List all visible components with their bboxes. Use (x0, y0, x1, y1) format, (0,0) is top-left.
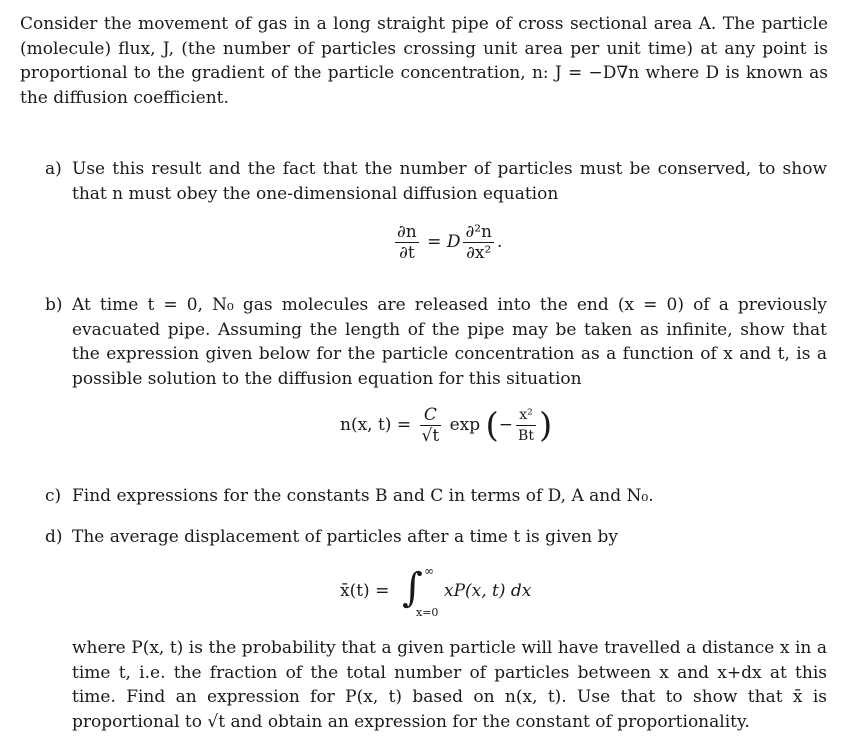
lhs-denominator: ∂t (395, 242, 419, 263)
average-equation (340, 564, 532, 619)
period: . (497, 232, 503, 252)
rhs-fraction (463, 222, 494, 263)
lhs-numerator: ∂n (397, 222, 417, 242)
exponent-numerator: x² (519, 407, 533, 423)
solution-prefactor (420, 405, 442, 446)
coefficient: D (446, 232, 461, 252)
integrand: xP(x, t) dx (444, 581, 532, 601)
exponent-fraction (516, 405, 536, 446)
part-c-text: Find expressions for the constants B and C in terms of D, A and N₀. (72, 486, 654, 506)
integral-sign: ∫ (402, 565, 423, 611)
part-d-label: d) (45, 527, 63, 547)
integral-lower-limit: x=0 (416, 606, 439, 619)
solution-lhs: n(x, t) = (340, 415, 412, 435)
lhs-fraction (395, 222, 419, 263)
integral-upper-limit: ∞ (424, 564, 434, 578)
part-a-label: a) (45, 159, 62, 179)
part-d (45, 525, 827, 551)
part-a-text: Use this result and the fact that the number of particles must be conserved, to show that n must obey the one-dimensional diffusion equation (72, 159, 827, 204)
part-c (45, 484, 827, 510)
part-d-text2: where P(x, t) is the probability that a given particle will have travelled a distance x in a time t, i.e. the fraction of the total number of particles between x and x+dx at this time. Find an expression for P(x, t) based on n(x, t). Use that to show that x̄ is proportional to √t and obtain an expression for the constant of proportionality. (72, 638, 827, 732)
part-b-text: At time t = 0, N₀ gas molecules are released into the end (x = 0) of a previously evacuated pipe. Assuming the length of the pipe may be taken as infinite, show that the expression given below for the particle concentration as a function of x and t, is a possible solution to the diffusion equation for this situation (72, 295, 827, 389)
average-lhs: x̄(t) = (340, 581, 390, 601)
minus-sign: − (498, 415, 514, 435)
right-paren: ) (538, 405, 553, 446)
diffusion-equation (392, 222, 502, 263)
part-a (45, 157, 827, 217)
exponent-denominator: Bt (516, 425, 536, 446)
part-d-continuation (45, 636, 827, 736)
part-c-label: c) (45, 486, 62, 506)
prefactor-numerator: C (423, 405, 437, 425)
left-paren: ( (485, 405, 499, 446)
rhs-denominator: ∂x² (463, 242, 494, 263)
part-d-text: The average displacement of particles after a time t is given by (72, 527, 618, 547)
prefactor-denominator: √t (421, 426, 440, 446)
equals-sign: = (427, 232, 442, 252)
rhs-numerator: ∂²n (465, 222, 493, 242)
intro-paragraph: Consider the movement of gas in a long straight pipe of cross sectional area A. The particle (molecule) flux, J, (the number of particles crossing unit area per unit time) at any point is proportional to the gradient of the particle concentration, n: J = −D∇n where D is known as the diffusion coefficient. (20, 14, 828, 108)
part-b-label: b) (45, 295, 63, 315)
solution-equation (340, 405, 552, 446)
exp-function: exp (449, 415, 481, 435)
part-b (45, 293, 827, 393)
